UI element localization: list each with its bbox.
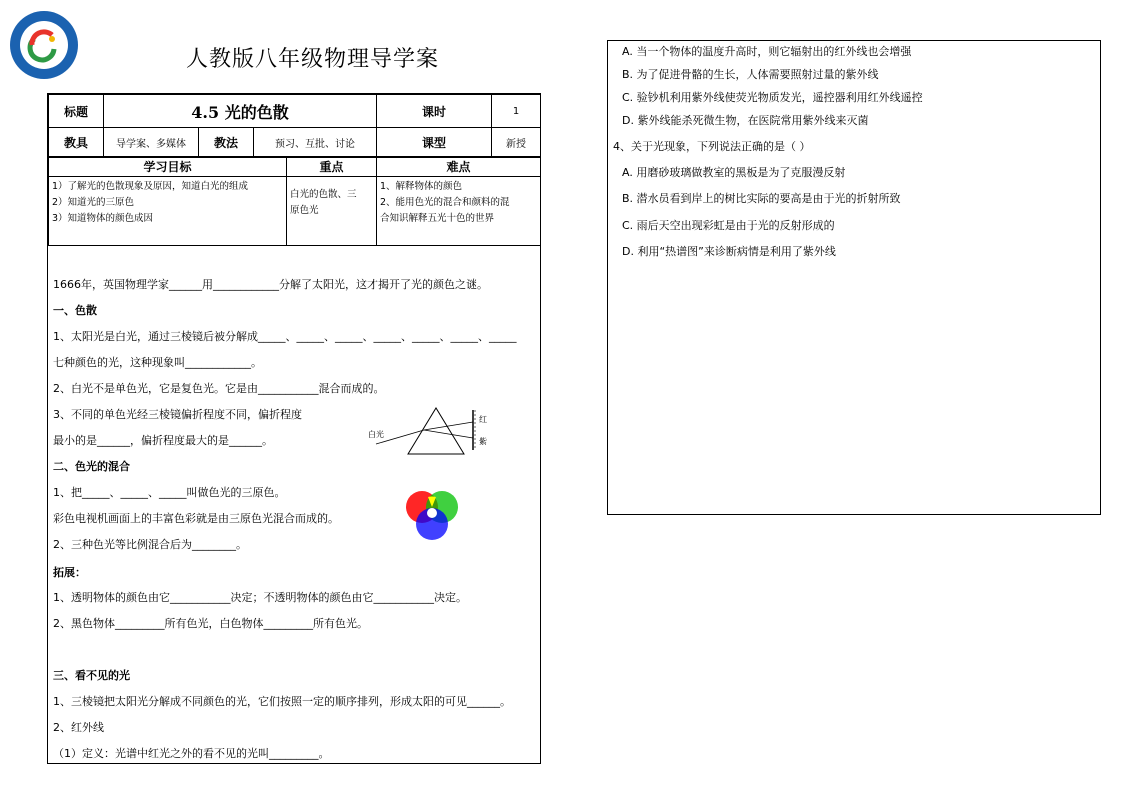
extension-2: 2、黑色物体_________所有色光，白色物体_________所有色光。 (53, 617, 368, 630)
prism-label-red: 红 (479, 415, 487, 424)
option-c: C. 验钞机利用紫外线使荧光物质发光，遥控器利用红外线遥控 (622, 91, 923, 104)
q4-option-b: B. 潜水员看到岸上的树比实际的要高是由于光的折射所致 (622, 192, 901, 205)
question-2-2: 2、三种色光等比例混合后为________。 (53, 538, 247, 551)
goal-item: 3）知道物体的颜色成因 (52, 213, 154, 224)
jiaofa-value: 预习、互批、讨论 (254, 128, 377, 158)
label-jiaoju: 教具 (49, 128, 104, 158)
keshi-value: 1 (492, 95, 541, 128)
question-3-2: 2、红外线 (53, 721, 104, 734)
label-jiaofa: 教法 (199, 128, 254, 158)
goal-item: 2）知道光的三原色 (52, 197, 135, 208)
section-invisible-title: 三、看不见的光 (53, 669, 130, 682)
question-2-1: 1、把_____、_____、_____叫做色光的三原色。 (53, 486, 286, 499)
option-b: B. 为了促进骨骼的生长，人体需要照射过量的紫外线 (622, 68, 879, 81)
right-worksheet (607, 40, 1101, 515)
label-biaoti: 标题 (49, 95, 104, 128)
question-1-3b: 最小的是______，偏折程度最大的是______。 (53, 434, 273, 447)
school-logo (8, 9, 80, 81)
left-worksheet (47, 93, 541, 764)
key-item: 白光的色散、三 (290, 189, 357, 200)
diff-cell (377, 177, 541, 246)
extension-title: 拓展： (53, 566, 86, 579)
kexing-value: 新授 (492, 128, 541, 158)
objectives-table (48, 156, 541, 246)
q4-option-c: C. 雨后天空出现彩虹是由于光的反射形成的 (622, 219, 835, 232)
lesson-title: 4.5 光的色散 (104, 95, 377, 128)
goal-item: 1）了解光的色散现象及原因，知道白光的组成 (52, 181, 249, 192)
intro-text: 1666年，英国物理学家______用____________分解了太阳光，这才揭开了光的颜色之谜。 (53, 278, 488, 291)
diff-item: 合知识解释五光十色的世界 (380, 213, 495, 224)
label-kexing: 课型 (377, 128, 492, 158)
goal-header: 学习目标 (49, 157, 287, 177)
prism-label-white: 白光 (368, 430, 384, 439)
key-header: 重点 (287, 157, 377, 177)
question-3-3: （1）定义：光谱中红光之外的看不见的光叫_________。 (53, 747, 330, 760)
goals-cell (49, 177, 287, 246)
page-title: 人教版八年级物理导学案 (185, 47, 439, 72)
question-1-3a: 3、不同的单色光经三棱镜偏折程度不同，偏折程度 (53, 408, 302, 421)
diff-header: 难点 (377, 157, 541, 177)
jiaoju-value: 导学案、多媒体 (104, 128, 199, 158)
q4-option-d: D. 利用“热谱图”来诊断病情是利用了紫外线 (622, 245, 836, 258)
prism-diagram (368, 404, 493, 459)
rgb-mixing-diagram (398, 489, 468, 545)
question-1-2: 2、白光不是单色光，它是复色光。它是由___________混合而成的。 (53, 382, 385, 395)
label-keshi: 课时 (377, 95, 492, 128)
section-mixing-title: 二、色光的混合 (53, 460, 130, 473)
option-a: A. 当一个物体的温度升高时，则它辐射出的红外线也会增强 (622, 45, 912, 58)
q4-option-a: A. 用磨砂玻璃做教室的黑板是为了克服漫反射 (622, 166, 846, 179)
prism-label-purple: 紫 (479, 437, 487, 446)
extension-1: 1、透明物体的颜色由它___________决定；不透明物体的颜色由它___________决定。 (53, 591, 467, 604)
section-dispersion-title: 一、色散 (53, 304, 97, 317)
diff-item: 2、能用色光的混合和颜料的混 (380, 197, 510, 208)
header-table (48, 94, 541, 158)
option-d: D. 紫外线能杀死微生物，在医院常用紫外线来灭菌 (622, 114, 869, 127)
key-cell (287, 177, 377, 246)
question-1-1b: 七种颜色的光，这种现象叫____________。 (53, 356, 262, 369)
question-3-1: 1、三棱镜把太阳光分解成不同颜色的光，它们按照一定的顺序排列，形成太阳的可见______。 (53, 695, 511, 708)
diff-item: 1、解释物体的颜色 (380, 181, 463, 192)
question-1-1a: 1、太阳光是白光，通过三棱镜后被分解成_____、_____、_____、_____、_____、_____、_____ (53, 330, 517, 343)
question-4: 4、关于光现象，下列说法正确的是（ ） (613, 140, 811, 153)
mixing-note: 彩色电视机画面上的丰富色彩就是由三原色光混合而成的。 (53, 512, 339, 525)
key-item: 原色光 (290, 205, 319, 216)
